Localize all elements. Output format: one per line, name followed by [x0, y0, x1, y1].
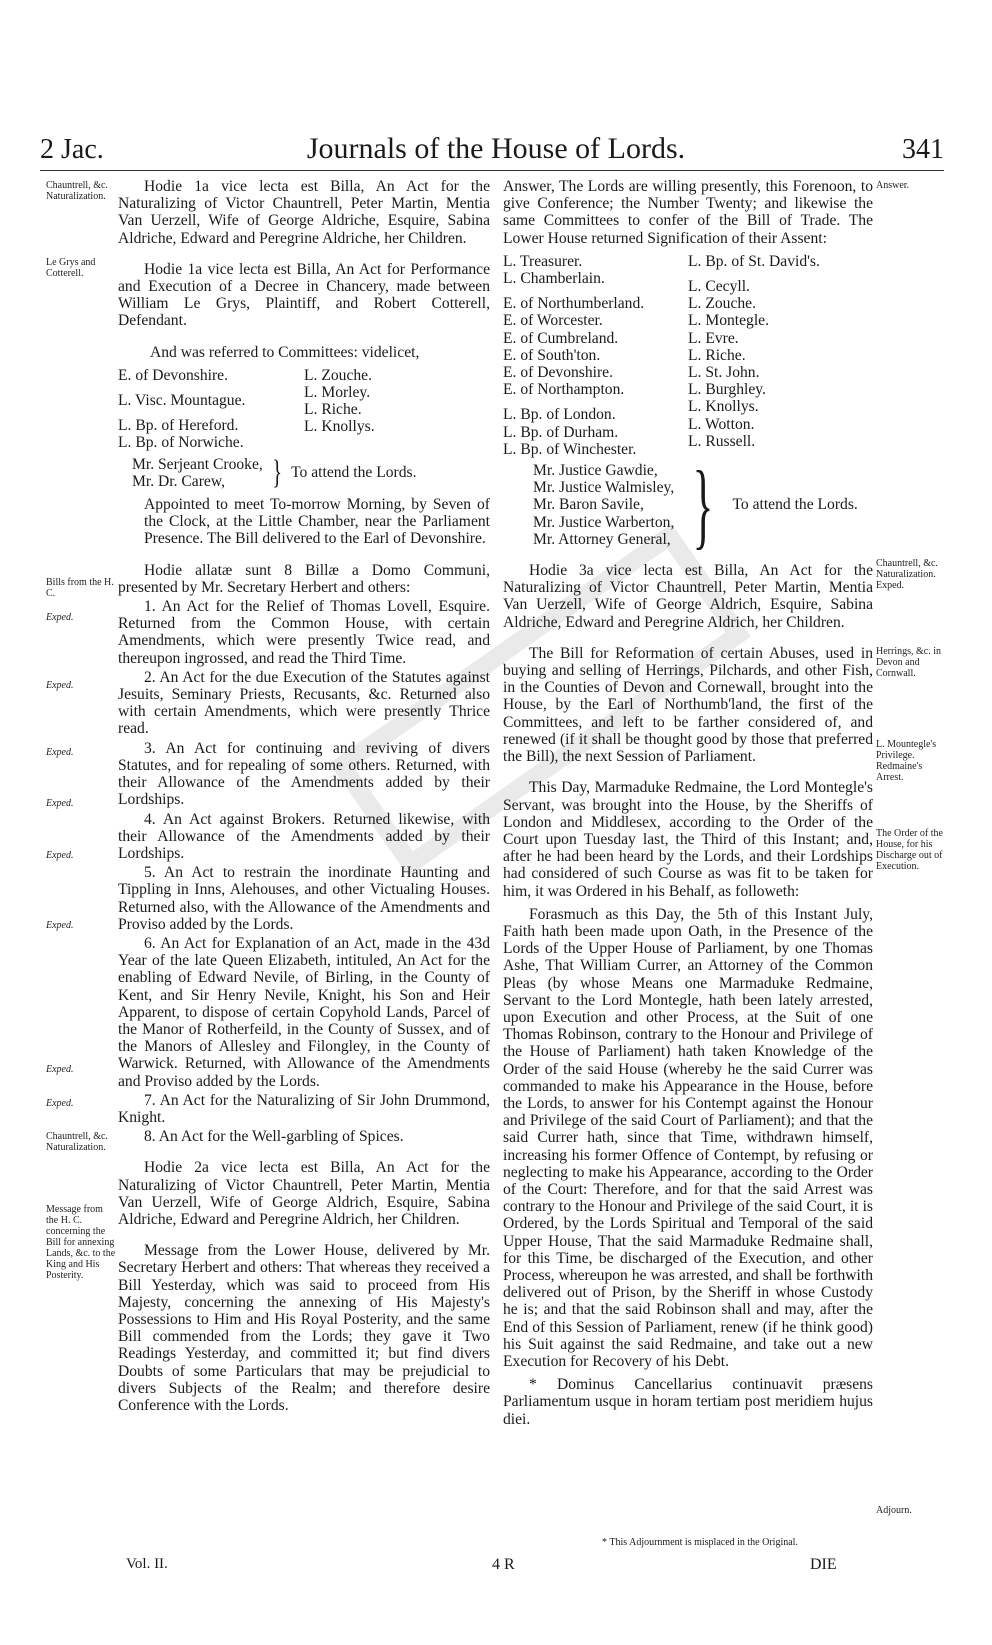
brace-symbol: }	[272, 453, 282, 491]
bill-item: 1. An Act for the Relief of Thomas Lovell, Esquire. Returned from the Common House, with certain Amendments, which were presently Twice read, and thereupon ingrossed, and read the Third Time.	[118, 598, 490, 667]
committee-member: L. Knollys.	[688, 398, 759, 416]
committee-column-2	[304, 367, 490, 452]
committee-member: L. Cecyll.	[688, 278, 750, 296]
margin-note-order: The Order of the House, for his Discharge out of Execution.	[876, 828, 943, 872]
committee-member: L. Riche.	[688, 346, 746, 364]
margin-note-message: Message from the H. C. concerning the Bill for annexing Lands, &c. to the King and His Posterity.	[46, 1204, 116, 1281]
bill-item: 4. An Act against Brokers. Returned likewise, with their Allowance of the Amendments added by their Lordships.	[118, 810, 490, 862]
entry-redmaine: This Day, Marmaduke Redmaine, the Lord Montegle's Servant, was brought into the House, by the Sheriffs of London and Middlesex, according to the Order of the Court upon Tuesday last, the Third of this Instant; and, after he had been heard by the Lords, and their Lordships had considered of such Course as was fit to be taken for him, it was Ordered in his Behalf, as followeth:	[503, 779, 873, 900]
bill-item: 8. An Act for the Well-garbling of Spices.	[144, 1128, 404, 1146]
committee-member: E. of Northampton.	[503, 381, 625, 399]
committee-member: L. Zouche.	[304, 366, 372, 384]
entry-naturalization-3: Hodie 3a vice lecta est Billa, An Act for the Naturalizing of Victor Chauntrell, Peter Martin, Mentia Van Uerzell, Wife of George Aldrich, Esquire, Sabina Aldriche, Edward and Peregrine Aldrich, her Children.	[503, 562, 873, 631]
margin-note-privilege: L. Mountegle's Privilege. Redmaine's Arrest.	[876, 739, 937, 783]
entry-herrings-bill: The Bill for Reformation of certain Abuses, used in buying and selling of Herrings, Pilchards, and other Fish, in the Counties of Devon and Cornewall, brought into the House, by the Earl of Northumb'land, the first of the Committees, and left to be farther considered of, and renewed (if it shall be thought good by those that preferred the Bill), the next Session of Parliament.	[503, 644, 873, 766]
margin-exped: Exped.	[46, 1064, 74, 1075]
margin-exped: Exped.	[46, 798, 74, 809]
footnote: * This Adjournment is misplaced in the Original.	[602, 1537, 798, 1548]
committee-member: L. Morley.	[304, 384, 371, 402]
committee-member	[688, 270, 873, 278]
bill-item: 2. An Act for the due Execution of the Statutes against Jesuits, Seminary Priests, Recusants, &c. Returned also with certain Amendments, which were presently Thrice read.	[118, 668, 490, 738]
attendant-name: Mr. Serjeant Crooke,	[132, 455, 263, 473]
committee-member: L. Burghley.	[688, 381, 766, 399]
margin-note-adjourn: Adjourn.	[876, 1505, 912, 1516]
margin-note-herrings: Herrings, &c. in Devon and Cornwall.	[876, 646, 941, 679]
right-column	[503, 178, 873, 1428]
conference-committee-list	[503, 253, 873, 458]
order-discharge: Forasmuch as this Day, the 5th of this Instant July, Faith hath been made upon Oath, in the Presence of the Lords of the Upper House of Parliament, by one Thomas Ashe, That William Currer, an Attorney of the Common Pleas (by whose Means one Marmaduke Redmaine, Servant to the Lord Montegle, hath been lately arrested, upon Execution and other Process, at the Suit of one Thomas Robinson, contrary to the Honour and Privilege of the House of Parliament) hath taken Knowledge of the Order of the said House (whereby he the said Currer was commanded to make his Appearance in the House, before the Lords, to answer for his Contempt against the Honour and Privilege of the said Court of Parliament); and that the said Currer hath, since that Time, withdrawn himself, increasing his former Offence of Contempt, by refusing or neglecting to make his Appearance, according to the Order of the Court: Therefore, and for that the said Arrest was contrary to the Honour and Privilege of the said Court, it is Ordered, by the Lords Spiritual and Temporal of the said Upper House, That the said Marmaduke Redmaine shall, for this Time, be discharged of the Execution, and other Process, whereupon he was arrested, and shall be forthwith delivered out of Prison, by the Sheriff in whose Custody he is; and that the said Robinson shall and may, after the End of this Session of Parliament, renew (if he think good) his Suit against the said Redmaine, and take out a new Execution for Recovery of his Debt.	[503, 905, 873, 1370]
margin-exped: Exped.	[46, 747, 74, 758]
margin-note-bills: Bills from the H. C.	[46, 577, 114, 599]
committee-member: L. Bp. of Durham.	[503, 423, 619, 441]
judge-name: Mr. Baron Savile,	[533, 496, 644, 514]
committee-member: L. Wotton.	[688, 415, 755, 433]
bill-item: 7. An Act for the Naturalizing of Sir John Drummond, Knight.	[118, 1091, 490, 1126]
entry-le-grys: Hodie 1a vice lecta est Billa, An Act for Performance and Execution of a Decree in Chancery, made between William Le Grys, Plaintiff, and Robert Cotterell, Defendant.	[118, 260, 490, 330]
committee-member: L. Bp. of Norwiche.	[118, 434, 244, 452]
answer-paragraph: Answer, The Lords are willing presently, this Forenoon, to give Conference; the Number Twenty; and likewise the same Committees to confer of the Bill of Trade. The Lower House returned Signification of their Assent:	[503, 178, 873, 247]
committee-member: L. Bp. of London.	[503, 406, 616, 424]
committee-member: L. Russell.	[688, 432, 756, 450]
committees-intro: And was referred to Committees: videlicet,	[150, 343, 420, 361]
left-column	[118, 178, 490, 1414]
message-lower-house: Message from the Lower House, delivered by Mr. Secretary Herbert and others: That whereas they received a Bill Yesterday, which was said to proceed from His Majesty, concerning the annexing of His Majesty's Possessions to Him and His Royal Posterity, and the same Bill commended from the Lords; they gave it Two Readings Yesterday, and committed it; but find divers Doubts of some Particulars that may be prejudicial to divers Subjects of the Realm; and therefore desire Conference with the Lords.	[118, 1242, 490, 1414]
attendants-block	[118, 453, 490, 491]
bill-list	[118, 598, 490, 1145]
committee-member: E. of Devonshire.	[503, 364, 613, 382]
volume-label: Vol. II.	[126, 1556, 168, 1572]
judge-names	[533, 462, 674, 548]
header-rule	[40, 170, 944, 171]
margin-note-naturalization: Chauntrell, &c. Naturalization.	[46, 180, 108, 202]
committee-member: E. of Northumberland.	[503, 295, 645, 313]
attendant-name: Mr. Dr. Carew,	[132, 472, 225, 490]
committee-member: L. Chamberlain.	[503, 270, 605, 288]
appointment-note: Appointed to meet To-morrow Morning, by Seven of the Clock, at the Little Chamber, near the Parliament Presence. The Bill delivered to the Earl of Devonshire.	[144, 496, 490, 548]
attend-label: To attend the Lords.	[291, 464, 417, 482]
committee-list	[118, 367, 490, 452]
brace-symbol: }	[693, 451, 714, 559]
bill-item: 5. An Act to restrain the inordinate Haunting and Tippling in Inns, Alehouses, and other Victualing Houses. Returned also, with the Allowance of the Amendments and Proviso added by the Lords.	[118, 864, 490, 933]
judge-name: Mr. Justice Warberton,	[533, 513, 675, 531]
committee-member: L. Knollys.	[304, 418, 375, 436]
judges-block	[503, 451, 873, 559]
committee-member: E. of Devonshire.	[118, 366, 228, 384]
margin-note-naturalization-3: Chauntrell, &c. Naturalization. Exped.	[876, 558, 938, 591]
committee-member	[118, 384, 304, 392]
conference-column-2	[688, 253, 873, 458]
committee-member	[503, 287, 688, 295]
bill-item: 6. An Act for Explanation of an Act, made in the 43d Year of the late Queen Elizabeth, intituled, An Act for the enabling of Edward Nevile, of Birling, in the County of Kent, and Sir Henry Nevile, Knight, his Son and Heir Apparent, to dispose of certain Copyhold Lands, Parcel of the Manor of Rotherfeild, in the County of Sussex, and of the Manors of Allesley and Filongley, in the County of Warwick. Returned, with Allowance of the Amendments and Proviso added by the Lords.	[118, 934, 490, 1090]
committee-member: L. Evre.	[688, 329, 739, 347]
committee-member: L. St. John.	[688, 364, 760, 382]
page-number: 341	[902, 134, 944, 165]
committee-member: E. of Worcester.	[503, 312, 603, 330]
adjournment-entry: * Dominus Cancellarius continuavit præsens Parliamentum usque in horam tertiam post meridiem hujus diei.	[503, 1376, 873, 1428]
committee-member	[503, 398, 688, 406]
margin-exped: Exped.	[46, 920, 74, 931]
committee-member: L. Visc. Mountague.	[118, 392, 246, 410]
attend-label: To attend the Lords.	[732, 496, 858, 514]
committee-member: E. of Cumbreland.	[503, 329, 619, 347]
margin-exped: Exped.	[46, 680, 74, 691]
committee-member: L. Montegle.	[688, 312, 769, 330]
entry-naturalization-1: Hodie 1a vice lecta est Billa, An Act for the Naturalizing of Victor Chauntrell, Peter Martin, Mentia Van Uerzell, Wife of George Aldriche, Esquire, Sabina Aldriche, Edward and Peregrine Aldriche, her Children.	[118, 178, 490, 247]
conference-column-1	[503, 253, 688, 458]
committee-member: L. Treasurer.	[503, 252, 583, 270]
catchword: DIE	[810, 1556, 837, 1573]
committee-member: L. Bp. of Winchester.	[503, 440, 637, 458]
judge-name: Mr. Attorney General,	[533, 530, 671, 548]
header-regnal-year: 2 Jac.	[40, 134, 104, 165]
committee-column-1	[118, 367, 304, 452]
margin-exped: Exped.	[46, 612, 74, 623]
margin-note-answer: Answer.	[876, 180, 910, 191]
committee-member	[118, 409, 304, 417]
margin-exped: Exped.	[46, 1098, 74, 1109]
margin-note-le-grys: Le Grys and Cotterell.	[46, 257, 96, 279]
signature-mark: 4 R	[492, 1556, 515, 1573]
judge-name: Mr. Justice Gawdie,	[533, 462, 658, 480]
page-title: Journals of the House of Lords.	[306, 132, 686, 165]
entry-naturalization-2: Hodie 2a vice lecta est Billa, An Act for the Naturalizing of Victor Chauntrell, Peter Martin, Mentia Van Uerzell, Wife of George Aldrich, Esquire, Sabina Aldriche, Edward and Peregrine Aldrich, her Children.	[118, 1159, 490, 1228]
judge-name: Mr. Justice Walmisley,	[533, 479, 675, 497]
bills-intro: Hodie allatæ sunt 8 Billæ a Domo Communi, presented by Mr. Secretary Herbert and others:	[118, 561, 490, 596]
attendant-names	[132, 456, 263, 490]
committee-member: L. Bp. of Hereford.	[118, 417, 239, 435]
margin-exped: Exped.	[46, 850, 74, 861]
bill-item: 3. An Act for continuing and reviving of divers Statutes, and for repealing of some others. Returned, with their Allowance of the Amendments added by their Lordships.	[118, 739, 490, 809]
committee-member: L. Zouche.	[688, 295, 756, 313]
margin-note-naturalization-2: Chauntrell, &c. Naturalization.	[46, 1131, 108, 1153]
committee-member: L. Riche.	[304, 401, 362, 419]
committee-member: L. Bp. of St. David's.	[688, 252, 820, 270]
committee-member: E. of South'ton.	[503, 346, 601, 364]
